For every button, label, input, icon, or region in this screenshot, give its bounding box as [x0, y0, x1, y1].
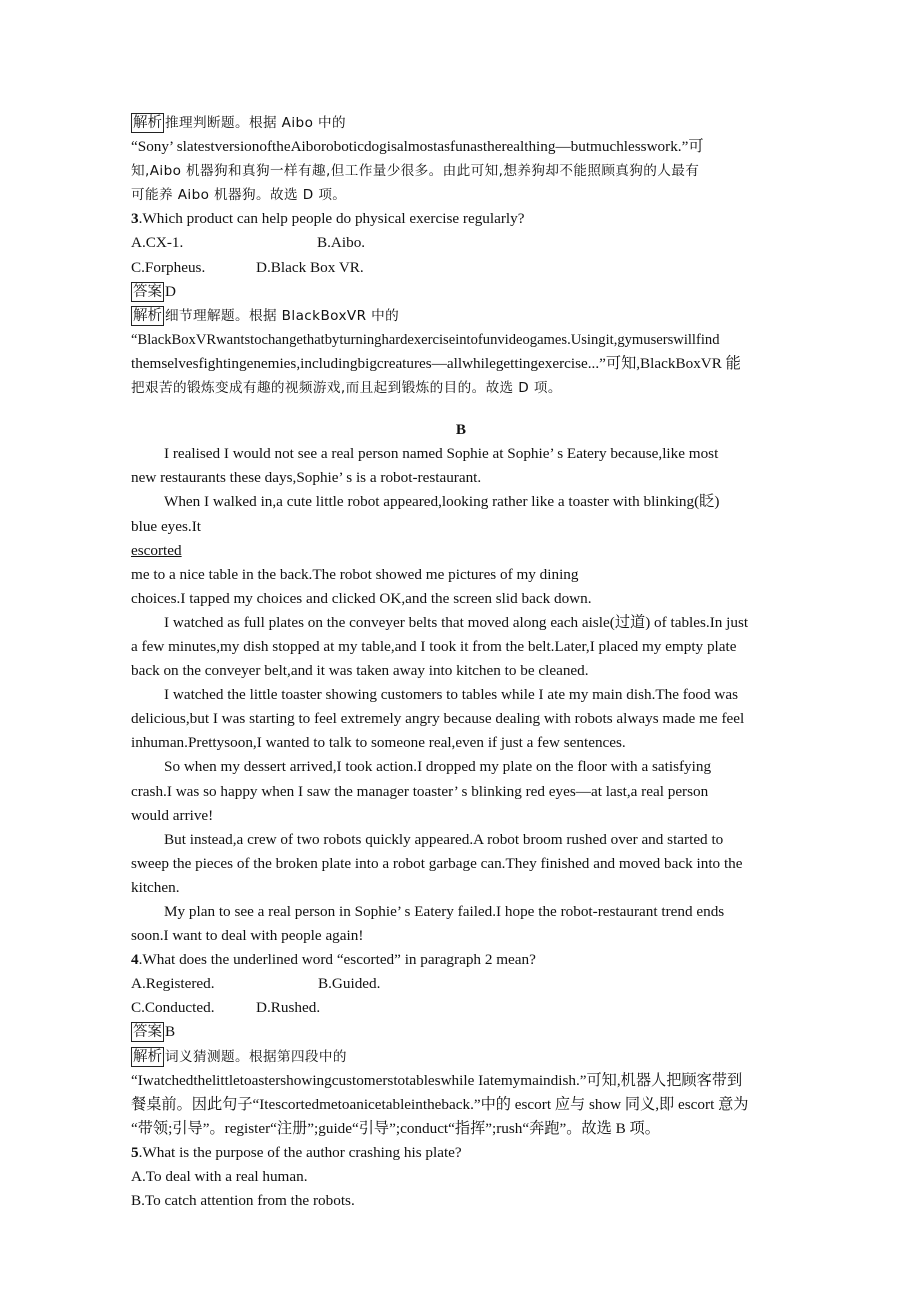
- analysis-tag: 解析: [133, 1048, 162, 1065]
- question-text: .What does the underlined word “escorted” in paragraph 2 mean?: [138, 951, 536, 969]
- document-page: [131, 111, 791, 1213]
- analysis-text: 餐桌前。因此句子“Itescortedmetoanicetableintheback.”中的 escort 应与 show 同义,即 escort 意为: [131, 1095, 749, 1113]
- analysis-tag: 解析: [133, 115, 162, 131]
- analysis-text: “Sony’ slatestversionoftheAiboroboticdogisalmostasfunastherealthing—butmuchlesswork.”可: [131, 138, 704, 156]
- section-heading: B: [455, 421, 467, 439]
- paragraph-5: [131, 755, 791, 827]
- paragraph-2: [131, 490, 791, 610]
- passage-line: inhuman.Prettysoon,I wanted to talk to someone real,even if just a few sentences.: [131, 734, 626, 752]
- question-number: 4: [131, 951, 139, 969]
- answer-value: D: [165, 282, 176, 300]
- passage-line: When I walked in,a cute little robot appeared,looking rather like a toaster with blinking(眨): [164, 493, 720, 511]
- passage-line: I realised I would not see a real person named Sophie at Sophie’ s Eatery because,like most: [164, 445, 719, 463]
- paragraph-6: [131, 828, 791, 900]
- option-a: A.CX-1.: [131, 234, 184, 252]
- q2-analysis: [131, 111, 791, 207]
- passage-line: [131, 515, 791, 587]
- option-b: B.Guided.: [318, 975, 381, 993]
- passage-line: I watched the little toaster showing customers to tables while I ate my main dish.The food was: [164, 686, 739, 704]
- option-a: A.Registered.: [131, 975, 215, 993]
- question-3: [131, 207, 791, 400]
- answer-tag: 答案: [133, 1024, 162, 1041]
- analysis-text: 细节理解题。根据 BlackBoxVR 中的: [165, 307, 400, 324]
- analysis-text: 推理判断题。根据 Aibo 中的: [165, 115, 347, 131]
- option-b: B.To catch attention from the robots.: [131, 1192, 355, 1210]
- analysis-text: 可能养 Aibo 机器狗。故选 D 项。: [131, 187, 347, 204]
- passage-line: soon.I want to deal with people again!: [131, 927, 364, 945]
- passage-line: But instead,a crew of two robots quickly appeared.A robot broom rushed over and started to: [164, 830, 724, 848]
- passage-line: sweep the pieces of the broken plate into a robot garbage can.They finished and moved back into the: [131, 854, 743, 872]
- option-b: B.Aibo.: [317, 234, 366, 252]
- paragraph-3: [131, 611, 791, 683]
- passage-line: would arrive!: [131, 806, 214, 824]
- paragraph-7: [131, 900, 791, 948]
- option-d: D.Rushed.: [256, 999, 321, 1017]
- analysis-text: 把艰苦的锻炼变成有趣的视频游戏,而且起到锻炼的目的。故选 D 项。: [131, 380, 562, 397]
- passage-text: blue eyes.It: [131, 517, 202, 535]
- passage-line: crash.I was so happy when I saw the manager toaster’ s blinking red eyes—at last,a real person: [131, 782, 709, 800]
- passage-line: kitchen.: [131, 878, 180, 896]
- analysis-text: 词义猜测题。根据第四段中的: [165, 1048, 347, 1065]
- question-number: 5: [131, 1143, 139, 1161]
- paragraph-1: [131, 442, 791, 490]
- analysis-text: themselvesfightingenemies,includingbigcreatures—allwhilegettingexercise...”可知,BlackBoxVR 能: [131, 354, 741, 372]
- passage-line: a few minutes,my dish stopped at my table,and I took it from the belt.Later,I placed my empty plate: [131, 637, 737, 655]
- option-c: C.Forpheus.: [131, 258, 206, 276]
- passage-line: So when my dessert arrived,I took action.I dropped my plate on the floor with a satisfying: [164, 758, 712, 776]
- answer-tag: 答案: [133, 283, 162, 300]
- question-text: .Which product can help people do physical exercise regularly?: [138, 210, 525, 228]
- passage-line: I watched as full plates on the conveyer belts that moved along each aisle(过道) of tables.In just: [164, 613, 749, 631]
- answer-value: B: [165, 1023, 176, 1041]
- question-text: .What is the purpose of the author crashing his plate?: [138, 1143, 462, 1161]
- passage-line: back on the conveyer belt,and it was taken away into kitchen to be cleaned.: [131, 662, 589, 680]
- analysis-text: 知,Aibo 机器狗和真狗一样有趣,但工作量少很多。由此可知,想养狗却不能照顾真狗的人最有: [131, 163, 700, 180]
- analysis-text: “Iwatchedthelittletoastershowingcustomerstotableswhile Iatemymaindish.”可知,机器人把顾客带到: [131, 1071, 743, 1089]
- passage-line: new restaurants these days,Sophie’ s is a robot-restaurant.: [131, 469, 482, 487]
- analysis-text: “BlackBoxVRwantstochangethatbyturninghardexerciseintofunvideogames.Usingit,gymuserswillfind: [131, 331, 720, 348]
- option-a: A.To deal with a real human.: [131, 1168, 308, 1186]
- question-number: 3: [131, 210, 139, 228]
- passage-line: delicious,but I was starting to feel extremely angry because dealing with robots always made me feel: [131, 710, 745, 728]
- question-4: [131, 948, 791, 1141]
- reading-passage: [131, 442, 791, 948]
- option-c: C.Conducted.: [131, 999, 215, 1017]
- passage-text: me to a nice table in the back.The robot showed me pictures of my dining: [131, 565, 579, 583]
- question-5: [131, 1141, 791, 1213]
- analysis-tag: 解析: [133, 307, 162, 324]
- passage-line: My plan to see a real person in Sophie’ s Eatery failed.I hope the robot-restaurant trend ends: [164, 903, 725, 920]
- underlined-word: escorted: [131, 541, 182, 559]
- option-d: D.Black Box VR.: [256, 258, 364, 276]
- analysis-text: “带领;引导”。register“注册”;guide“引导”;conduct“指挥”;rush“奔跑”。故选 B 项。: [131, 1119, 660, 1137]
- passage-line: choices.I tapped my choices and clicked OK,and the screen slid back down.: [131, 589, 592, 607]
- paragraph-4: [131, 683, 791, 755]
